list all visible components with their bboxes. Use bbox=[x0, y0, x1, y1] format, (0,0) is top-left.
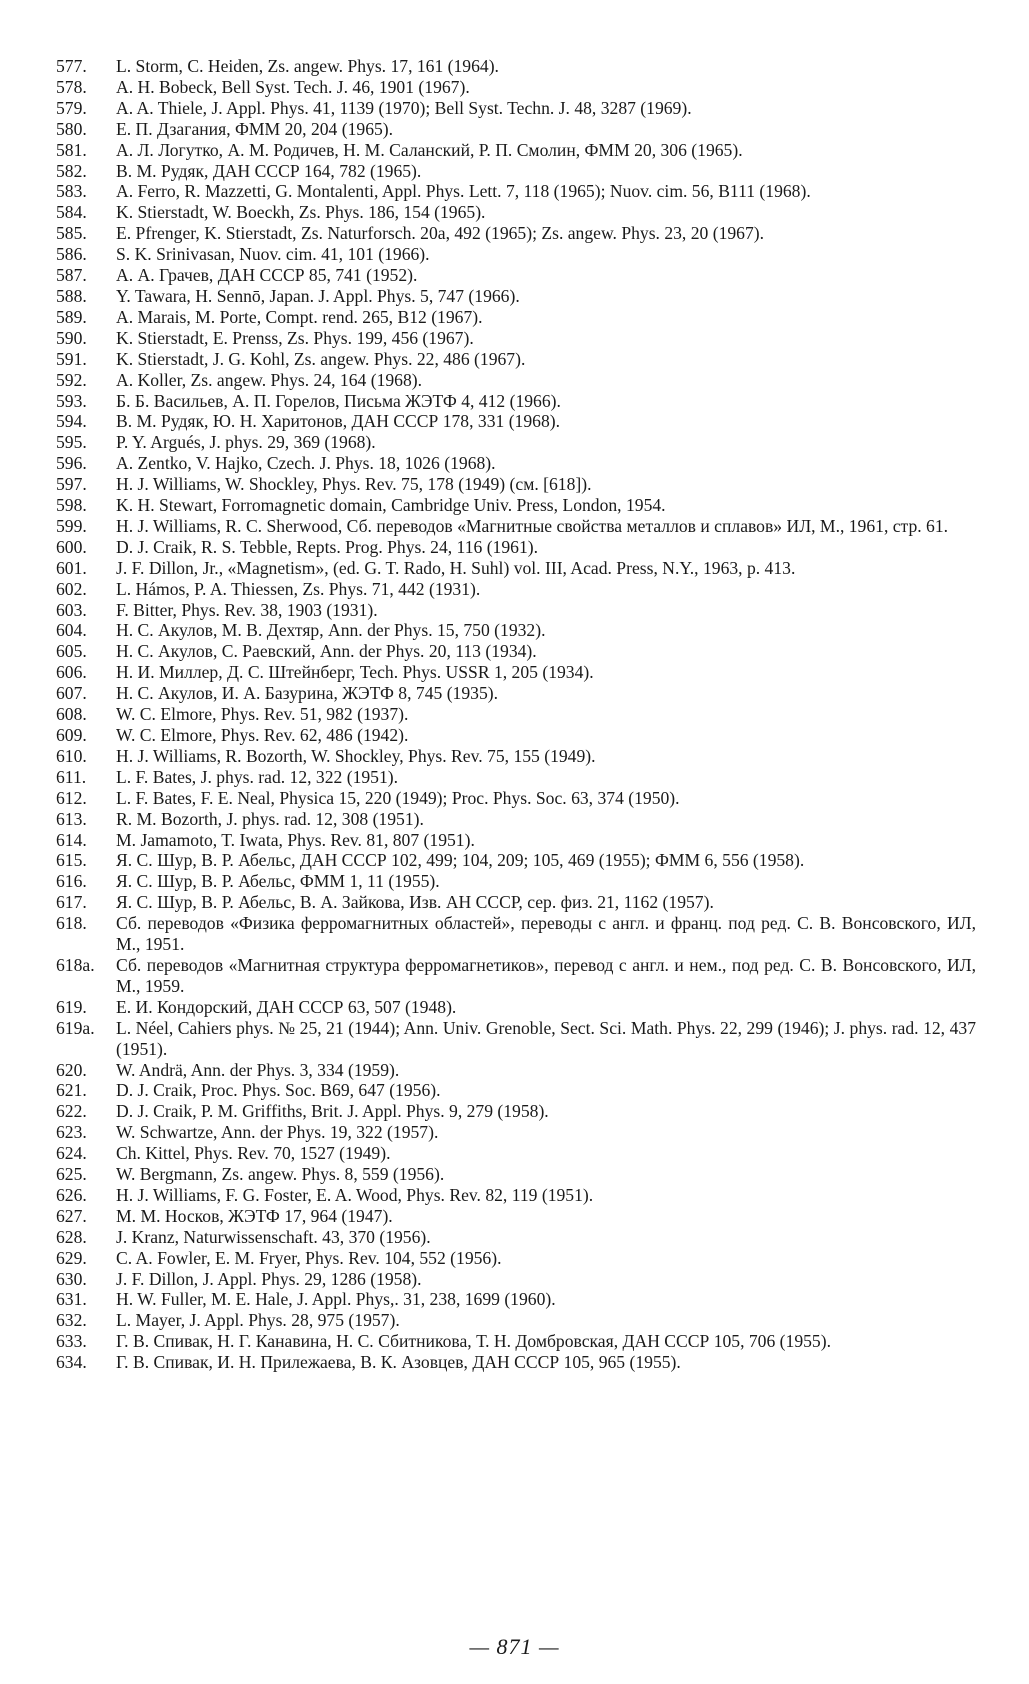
reference-number: 617. bbox=[56, 892, 87, 913]
reference-entry bbox=[56, 516, 976, 537]
reference-text: М. М. Носков, ЖЭТФ 17, 964 (1947). bbox=[116, 1205, 393, 1226]
reference-text: P. Y. Argués, J. phys. 29, 369 (1968). bbox=[116, 432, 376, 453]
reference-entry bbox=[56, 265, 976, 286]
reference-number: 624. bbox=[56, 1143, 87, 1164]
reference-number: 600. bbox=[56, 536, 87, 557]
reference-entry bbox=[56, 1289, 976, 1310]
reference-entry bbox=[56, 871, 976, 892]
reference-entry bbox=[56, 432, 976, 453]
reference-number: 596. bbox=[56, 453, 87, 474]
reference-entry bbox=[56, 77, 976, 98]
reference-entry bbox=[56, 704, 976, 725]
reference-number: 599. bbox=[56, 515, 87, 536]
reference-number: 634. bbox=[56, 1352, 87, 1373]
reference-number: 618. bbox=[56, 913, 87, 934]
reference-entry bbox=[56, 370, 976, 391]
reference-entry bbox=[56, 641, 976, 662]
reference-entry bbox=[56, 453, 976, 474]
reference-entry bbox=[56, 1018, 976, 1060]
reference-text: А. Л. Логутко, А. М. Родичев, Н. М. Саланский, Р. П. Смолин, ФММ 20, 306 (1965). bbox=[116, 139, 743, 160]
reference-number: 630. bbox=[56, 1268, 87, 1289]
reference-number: 588. bbox=[56, 285, 87, 306]
reference-number: 578. bbox=[56, 76, 87, 97]
reference-text: D. J. Craik, R. S. Tebble, Repts. Prog. Phys. 24, 116 (1961). bbox=[116, 536, 539, 557]
reference-entry bbox=[56, 725, 976, 746]
reference-number: 609. bbox=[56, 725, 87, 745]
reference-entry bbox=[56, 683, 976, 704]
reference-text: M. Jamamoto, T. Iwata, Phys. Rev. 81, 807 (1951). bbox=[116, 829, 475, 850]
reference-number: 621. bbox=[56, 1080, 87, 1101]
reference-text: A. A. Thiele, J. Appl. Phys. 41, 1139 (1970); Bell Syst. Techn. J. 48, 3287 (1969). bbox=[116, 97, 692, 118]
reference-entry bbox=[56, 495, 976, 516]
reference-text: K. Stierstadt, E. Prenss, Zs. Phys. 199, 456 (1967). bbox=[116, 327, 474, 348]
reference-number: 579. bbox=[56, 97, 87, 118]
reference-text: L. F. Bates, J. phys. rad. 12, 322 (1951). bbox=[116, 766, 399, 787]
reference-number: 580. bbox=[56, 118, 87, 139]
reference-text: А. А. Грачев, ДАН СССР 85, 741 (1952). bbox=[116, 265, 418, 286]
reference-number: 605. bbox=[56, 641, 87, 662]
reference-number: 594. bbox=[56, 411, 87, 432]
reference-entry bbox=[56, 307, 976, 328]
reference-number: 620. bbox=[56, 1059, 87, 1080]
reference-text: L. Néel, Cahiers phys. № 25, 21 (1944); Ann. Univ. Grenoble, Sect. Sci. Math. Phys. 22, 299 (1946); J. phys. rad. 12, 437 (1951). bbox=[116, 1017, 976, 1059]
reference-text: F. Bitter, Phys. Rev. 38, 1903 (1931). bbox=[116, 599, 378, 620]
reference-list bbox=[56, 56, 976, 1373]
reference-number: 625. bbox=[56, 1164, 87, 1185]
reference-number: 613. bbox=[56, 808, 87, 829]
reference-entry bbox=[56, 181, 976, 202]
reference-number: 632. bbox=[56, 1310, 87, 1331]
reference-text: J. Kranz, Naturwissenschaft. 43, 370 (1956). bbox=[116, 1226, 431, 1247]
reference-text: Сб. переводов «Магнитная структура ферромагнетиков», перевод с англ. и нем., под ред. С. В. Вонсовского, ИЛ, М., 1959. bbox=[116, 954, 976, 996]
reference-number: 610. bbox=[56, 745, 87, 766]
reference-text: Сб. переводов «Физика ферромагнитных областей», переводы с англ. и франц. под ред. С. В. Вонсовского, ИЛ, М., 1951. bbox=[116, 913, 976, 955]
reference-entry bbox=[56, 1164, 976, 1185]
reference-text: L. Hámos, P. A. Thiessen, Zs. Phys. 71, 442 (1931). bbox=[116, 578, 481, 599]
reference-text: W. Andrä, Ann. der Phys. 3, 334 (1959). bbox=[116, 1059, 400, 1080]
reference-entry bbox=[56, 286, 976, 307]
reference-text: K. Stierstadt, W. Boeckh, Zs. Phys. 186, 154 (1965). bbox=[116, 202, 486, 223]
reference-number: 607. bbox=[56, 683, 87, 704]
reference-number: 589. bbox=[56, 306, 87, 327]
reference-text: Г. В. Спивак, Н. Г. Канавина, Н. С. Сбитникова, Т. Н. Домбровская, ДАН СССР 105, 706 (1955). bbox=[116, 1331, 831, 1352]
reference-entry bbox=[56, 1352, 976, 1373]
reference-entry bbox=[56, 1185, 976, 1206]
reference-text: A. Koller, Zs. angew. Phys. 24, 164 (1968). bbox=[116, 369, 423, 390]
reference-entry bbox=[56, 1143, 976, 1164]
reference-text: H. J. Williams, R. C. Sherwood, Сб. переводов «Магнитные свойства металлов и сплавов» ИЛ, М., 1961, стр. 61. bbox=[116, 515, 949, 536]
reference-text: K. H. Stewart, Forromagnetic domain, Cambridge Univ. Press, London, 1954. bbox=[116, 495, 666, 516]
reference-number: 598. bbox=[56, 495, 87, 516]
page-number: — 871 — bbox=[469, 1634, 560, 1659]
reference-entry bbox=[56, 411, 976, 432]
reference-text: W. C. Elmore, Phys. Rev. 62, 486 (1942). bbox=[116, 725, 409, 745]
reference-text: L. F. Bates, F. E. Neal, Physica 15, 220 (1949); Proc. Phys. Soc. 63, 374 (1950). bbox=[116, 787, 680, 808]
reference-text: K. Stierstadt, J. G. Kohl, Zs. angew. Phys. 22, 486 (1967). bbox=[116, 348, 526, 369]
reference-text: Ch. Kittel, Phys. Rev. 70, 1527 (1949). bbox=[116, 1143, 391, 1164]
reference-entry bbox=[56, 98, 976, 119]
reference-entry bbox=[56, 202, 976, 223]
reference-number: 603. bbox=[56, 599, 87, 620]
reference-text: Я. С. Шур, В. Р. Абельс, В. А. Зайкова, Изв. АН СССР, сер. физ. 21, 1162 (1957). bbox=[116, 892, 714, 913]
reference-text: C. A. Fowler, E. M. Fryer, Phys. Rev. 104, 552 (1956). bbox=[116, 1247, 502, 1268]
reference-entry bbox=[56, 746, 976, 767]
reference-text: W. Bergmann, Zs. angew. Phys. 8, 559 (1956). bbox=[116, 1164, 445, 1185]
reference-number: 591. bbox=[56, 348, 87, 369]
reference-text: D. J. Craik, Proc. Phys. Soc. B69, 647 (1956). bbox=[116, 1080, 441, 1101]
reference-text: H. W. Fuller, M. E. Hale, J. Appl. Phys,. 31, 238, 1699 (1960). bbox=[116, 1289, 556, 1310]
reference-text: A. Zentko, V. Hajko, Czech. J. Phys. 18, 1026 (1968). bbox=[116, 453, 496, 474]
reference-entry bbox=[56, 1227, 976, 1248]
reference-number: 628. bbox=[56, 1226, 87, 1247]
reference-text: Y. Tawara, H. Sennō, Japan. J. Appl. Phys. 5, 747 (1966). bbox=[116, 285, 520, 306]
reference-text: J. F. Dillon, Jr., «Magnetism», (ed. G. T. Rado, H. Suhl) vol. III, Acad. Press, N.Y., 1963, p. 413. bbox=[116, 557, 796, 578]
reference-text: S. K. Srinivasan, Nuov. cim. 41, 101 (1966). bbox=[116, 244, 430, 265]
reference-text: A. H. Bobeck, Bell Syst. Tech. J. 46, 1901 (1967). bbox=[116, 76, 470, 97]
reference-text: Я. С. Шур, В. Р. Абельс, ДАН СССР 102, 499; 104, 209; 105, 469 (1955); ФММ 6, 556 (1958). bbox=[116, 850, 805, 871]
reference-number: 629. bbox=[56, 1247, 87, 1268]
reference-number: 616. bbox=[56, 871, 87, 892]
reference-entry bbox=[56, 328, 976, 349]
reference-text: Б. Б. Васильев, А. П. Горелов, Письма ЖЭТФ 4, 412 (1966). bbox=[116, 390, 561, 411]
reference-number: 577. bbox=[56, 56, 87, 76]
reference-entry bbox=[56, 1101, 976, 1122]
reference-number: 619a. bbox=[56, 1017, 95, 1038]
reference-text: E. Pfrenger, K. Stierstadt, Zs. Naturforsch. 20a, 492 (1965); Zs. angew. Phys. 23, 20 (1967). bbox=[116, 223, 765, 244]
reference-text: D. J. Craik, P. M. Griffiths, Brit. J. Appl. Phys. 9, 279 (1958). bbox=[116, 1101, 549, 1122]
reference-entry bbox=[56, 579, 976, 600]
reference-entry bbox=[56, 119, 976, 140]
reference-text: A. Ferro, R. Mazzetti, G. Montalenti, Appl. Phys. Lett. 7, 118 (1965); Nuov. cim. 56, B111 (1968). bbox=[116, 181, 811, 202]
reference-number: 631. bbox=[56, 1289, 87, 1310]
reference-text: W. Schwartze, Ann. der Phys. 19, 322 (1957). bbox=[116, 1122, 439, 1143]
reference-number: 614. bbox=[56, 829, 87, 850]
reference-entry bbox=[56, 997, 976, 1018]
reference-entry bbox=[56, 913, 976, 955]
reference-text: Н. С. Акулов, М. В. Дехтяр, Ann. der Phys. 15, 750 (1932). bbox=[116, 620, 546, 641]
reference-text: Е. И. Кондорский, ДАН СССР 63, 507 (1948). bbox=[116, 996, 457, 1017]
reference-number: 626. bbox=[56, 1184, 87, 1205]
reference-text: H. J. Williams, R. Bozorth, W. Shockley, Phys. Rev. 75, 155 (1949). bbox=[116, 745, 596, 766]
reference-text: H. J. Williams, W. Shockley, Phys. Rev. 75, 178 (1949) (см. [618]). bbox=[116, 474, 592, 495]
reference-number: 593. bbox=[56, 390, 87, 411]
reference-number: 597. bbox=[56, 474, 87, 495]
reference-text: L. Storm, C. Heiden, Zs. angew. Phys. 17, 161 (1964). bbox=[116, 56, 499, 76]
reference-text: R. M. Bozorth, J. phys. rad. 12, 308 (1951). bbox=[116, 808, 424, 829]
reference-number: 604. bbox=[56, 620, 87, 641]
reference-number: 612. bbox=[56, 787, 87, 808]
reference-number: 587. bbox=[56, 265, 87, 286]
reference-text: В. М. Рудяк, ДАН СССР 164, 782 (1965). bbox=[116, 160, 422, 181]
reference-text: Я. С. Шур, В. Р. Абельс, ФММ 1, 11 (1955). bbox=[116, 871, 440, 892]
reference-entry bbox=[56, 56, 976, 77]
reference-entry bbox=[56, 1331, 976, 1352]
reference-entry bbox=[56, 892, 976, 913]
reference-entry bbox=[56, 537, 976, 558]
reference-entry bbox=[56, 850, 976, 871]
reference-entry bbox=[56, 830, 976, 851]
reference-text: Г. В. Спивак, И. Н. Прилежаева, В. К. Азовцев, ДАН СССР 105, 965 (1955). bbox=[116, 1352, 681, 1373]
reference-text: Н. С. Акулов, И. А. Базурина, ЖЭТФ 8, 745 (1935). bbox=[116, 683, 498, 704]
reference-text: Е. П. Дзагания, ФММ 20, 204 (1965). bbox=[116, 118, 394, 139]
reference-entry bbox=[56, 474, 976, 495]
reference-entry bbox=[56, 620, 976, 641]
reference-entry bbox=[56, 1080, 976, 1101]
reference-number: 623. bbox=[56, 1122, 87, 1143]
reference-entry bbox=[56, 1060, 976, 1081]
reference-entry bbox=[56, 788, 976, 809]
reference-entry bbox=[56, 1248, 976, 1269]
reference-number: 608. bbox=[56, 704, 87, 725]
reference-entry bbox=[56, 1269, 976, 1290]
reference-number: 606. bbox=[56, 662, 87, 683]
reference-number: 622. bbox=[56, 1101, 87, 1122]
reference-number: 586. bbox=[56, 244, 87, 265]
reference-entry bbox=[56, 809, 976, 830]
reference-number: 627. bbox=[56, 1205, 87, 1226]
reference-entry bbox=[56, 161, 976, 182]
reference-entry bbox=[56, 600, 976, 621]
reference-text: H. J. Williams, F. G. Foster, E. A. Wood, Phys. Rev. 82, 119 (1951). bbox=[116, 1184, 594, 1205]
reference-text: J. F. Dillon, J. Appl. Phys. 29, 1286 (1958). bbox=[116, 1268, 422, 1289]
reference-text: Н. С. Акулов, С. Раевский, Ann. der Phys. 20, 113 (1934). bbox=[116, 641, 537, 662]
reference-number: 615. bbox=[56, 850, 87, 871]
reference-text: L. Mayer, J. Appl. Phys. 28, 975 (1957). bbox=[116, 1310, 400, 1331]
reference-entry bbox=[56, 1206, 976, 1227]
reference-entry bbox=[56, 662, 976, 683]
reference-text: Н. И. Миллер, Д. С. Штейнберг, Tech. Phys. USSR 1, 205 (1934). bbox=[116, 662, 594, 683]
reference-number: 590. bbox=[56, 327, 87, 348]
reference-number: 592. bbox=[56, 369, 87, 390]
reference-entry bbox=[56, 767, 976, 788]
reference-number: 584. bbox=[56, 202, 87, 223]
reference-number: 602. bbox=[56, 578, 87, 599]
reference-number: 619. bbox=[56, 996, 87, 1017]
reference-entry bbox=[56, 140, 976, 161]
reference-entry bbox=[56, 955, 976, 997]
reference-number: 601. bbox=[56, 557, 87, 578]
reference-number: 618a. bbox=[56, 954, 95, 975]
reference-text: В. М. Рудяк, Ю. Н. Харитонов, ДАН СССР 178, 331 (1968). bbox=[116, 411, 560, 432]
reference-number: 583. bbox=[56, 181, 87, 202]
reference-entry bbox=[56, 1310, 976, 1331]
reference-text: W. C. Elmore, Phys. Rev. 51, 982 (1937). bbox=[116, 704, 409, 725]
reference-number: 633. bbox=[56, 1331, 87, 1352]
reference-number: 595. bbox=[56, 432, 87, 453]
reference-number: 585. bbox=[56, 223, 87, 244]
reference-entry bbox=[56, 391, 976, 412]
reference-entry bbox=[56, 349, 976, 370]
reference-entry bbox=[56, 244, 976, 265]
reference-number: 581. bbox=[56, 139, 87, 160]
reference-entry bbox=[56, 1122, 976, 1143]
reference-text: A. Marais, M. Porte, Compt. rend. 265, B12 (1967). bbox=[116, 306, 483, 327]
reference-number: 582. bbox=[56, 160, 87, 181]
reference-entry bbox=[56, 223, 976, 244]
reference-entry bbox=[56, 558, 976, 579]
reference-number: 611. bbox=[56, 766, 87, 787]
